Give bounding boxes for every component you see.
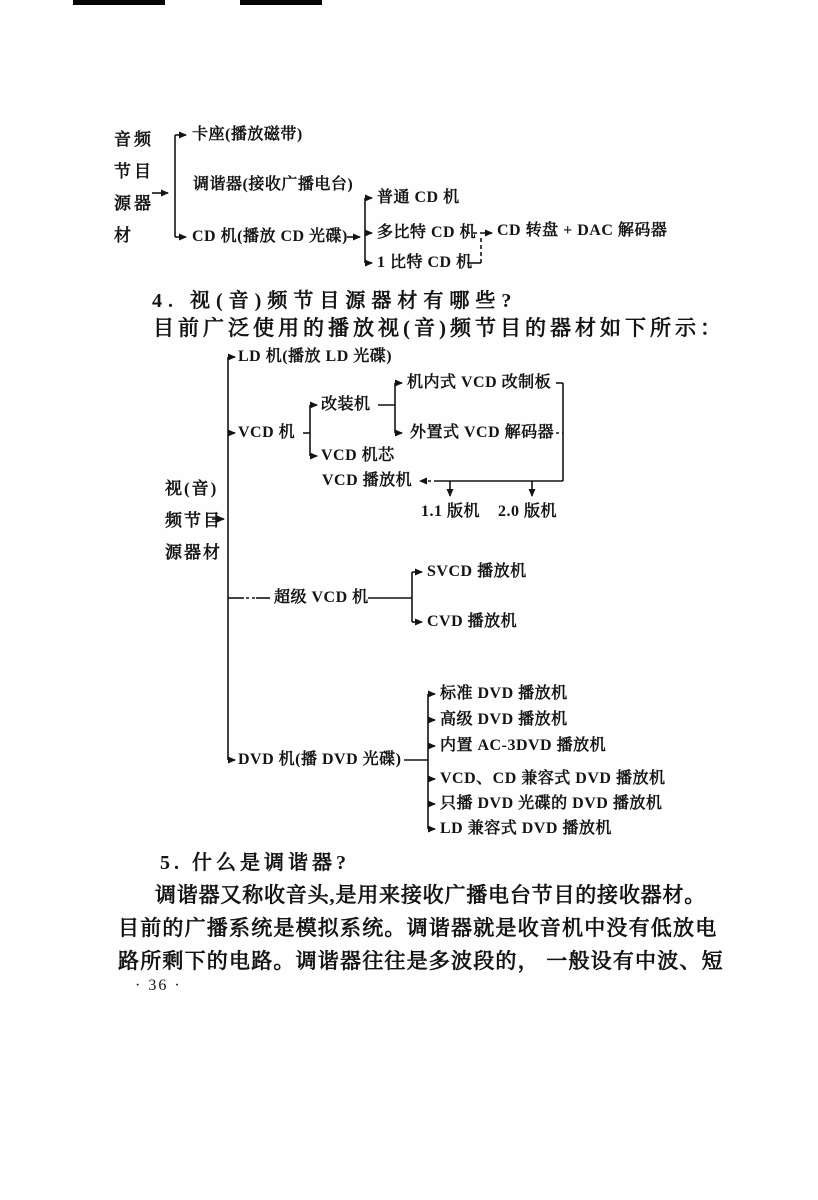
root-line: 音频 [114, 130, 154, 149]
node-ld-compatible-dvd: LD 兼容式 DVD 播放机 [440, 820, 612, 837]
node-standard-dvd: 标准 DVD 播放机 [440, 685, 568, 702]
node-dvd-only-player: 只播 DVD 光碟的 DVD 播放机 [440, 795, 663, 812]
node-v2-0-machine: 2.0 版机 [498, 503, 558, 520]
node-tuner: 调谐器(接收广播电台) [193, 176, 354, 193]
question-4-heading: 4. 视(音)频节目源器材有哪些? [152, 290, 518, 312]
question-5-heading: 5. 什么是调谐器? [160, 852, 350, 874]
node-regular-cd: 普通 CD 机 [377, 189, 460, 206]
node-vcd-cd-compatible-dvd: VCD、CD 兼容式 DVD 播放机 [440, 770, 666, 787]
node-dvd-player: DVD 机(播 DVD 光碟) [238, 751, 402, 768]
scan-artifact-bar [73, 0, 165, 5]
scan-artifact-bar [240, 0, 322, 5]
node-multibit-cd: 多比特 CD 机 [377, 224, 477, 241]
node-v1-1-machine: 1.1 版机 [421, 503, 481, 520]
root-line: 视(音) [165, 479, 219, 498]
node-ld-player: LD 机(播放 LD 光碟) [238, 348, 393, 365]
paragraph-line: 路所剩下的电路。调谐器往往是多波段的， 一般设有中波、短 [118, 949, 724, 973]
page-number: · 36 · [135, 977, 182, 994]
node-cd-transport-dac: CD 转盘 + DAC 解码器 [497, 222, 668, 239]
node-external-vcd-decoder: 外置式 VCD 解码器 [410, 424, 555, 441]
question-4-intro: 目前广泛使用的播放视(音)频节目的器材如下所示： [153, 316, 725, 340]
video-tree-root-label [165, 473, 222, 569]
node-super-vcd: 超级 VCD 机 [274, 589, 369, 606]
paragraph-line: 调谐器又称收音头,是用来接收广播电台节目的接收器材。 [155, 883, 707, 907]
root-line: 材 [114, 226, 134, 245]
node-vcd-playback-machine: VCD 播放机 [322, 472, 413, 489]
root-line: 源器材 [165, 543, 222, 562]
node-cd-player: CD 机(播放 CD 光碟) [192, 228, 348, 245]
audio-tree-root-label [114, 124, 154, 252]
node-modified-player: 改装机 [321, 396, 371, 413]
root-line: 源器 [114, 194, 154, 213]
node-internal-vcd-board: 机内式 VCD 改制板 [407, 374, 552, 391]
node-advanced-dvd: 高级 DVD 播放机 [440, 711, 568, 728]
node-svcd-player: SVCD 播放机 [427, 563, 527, 580]
node-builtin-ac3-dvd: 内置 AC-3DVD 播放机 [440, 737, 607, 754]
node-cassette-deck: 卡座(播放磁带) [192, 126, 303, 143]
paragraph-line: 目前的广播系统是模拟系统。调谐器就是收音机中没有低放电 [118, 916, 718, 940]
root-line: 节目 [114, 162, 154, 181]
node-vcd-mechanism: VCD 机芯 [321, 447, 395, 464]
node-cvd-player: CVD 播放机 [427, 613, 518, 630]
node-vcd-player: VCD 机 [238, 424, 296, 441]
node-1bit-cd: 1 比特 CD 机 [377, 254, 473, 271]
root-line: 频节目 [165, 511, 222, 530]
